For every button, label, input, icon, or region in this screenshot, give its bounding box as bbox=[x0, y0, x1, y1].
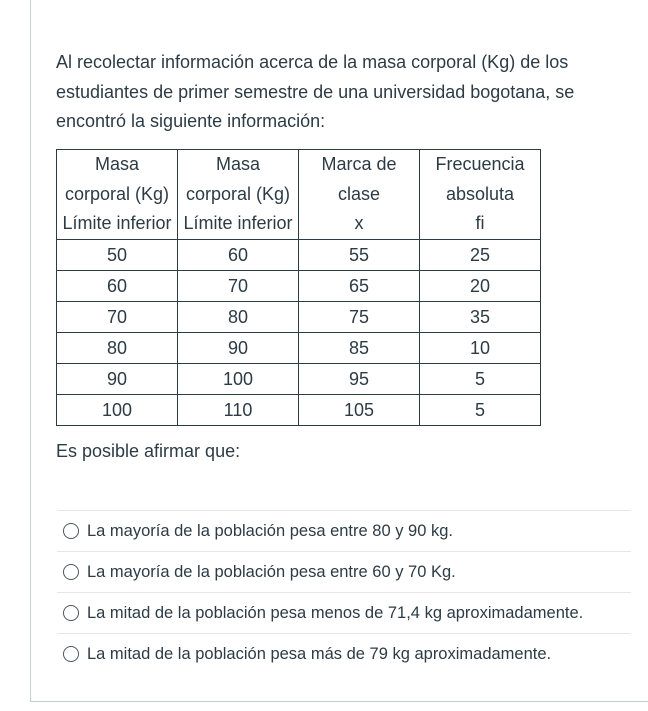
answer-label: La mayoría de la población pesa entre 80 y 90 kg. bbox=[87, 521, 453, 540]
answer-option-2[interactable] bbox=[57, 551, 631, 592]
table-row bbox=[57, 332, 541, 363]
header-line: Masa bbox=[215, 154, 260, 174]
header-line: x bbox=[354, 213, 364, 233]
header-line: absoluta bbox=[445, 183, 515, 204]
table-cell: 95 bbox=[299, 363, 420, 394]
table-cell: 80 bbox=[178, 301, 299, 332]
radio-button[interactable] bbox=[63, 564, 79, 580]
header-cell bbox=[420, 150, 541, 240]
table-cell: 100 bbox=[178, 363, 299, 394]
table-cell: 105 bbox=[299, 394, 420, 425]
answer-list bbox=[57, 510, 631, 674]
header-cell bbox=[57, 150, 178, 240]
header-cell bbox=[299, 150, 420, 240]
frequency-table bbox=[56, 149, 541, 426]
table-cell: 90 bbox=[178, 332, 299, 363]
table-row bbox=[57, 270, 541, 301]
header-line: Límite inferior bbox=[183, 213, 293, 233]
table-cell: 50 bbox=[57, 239, 178, 270]
answer-label: La mayoría de la población pesa entre 60 y 70 Kg. bbox=[87, 562, 456, 581]
table-header-row bbox=[57, 150, 541, 240]
answer-option-1[interactable] bbox=[57, 510, 631, 551]
header-line: clase bbox=[337, 183, 381, 204]
table-cell: 90 bbox=[57, 363, 178, 394]
table-cell: 5 bbox=[420, 394, 541, 425]
table-cell: 5 bbox=[420, 363, 541, 394]
table-cell: 65 bbox=[299, 270, 420, 301]
radio-button[interactable] bbox=[63, 605, 79, 621]
table-cell: 80 bbox=[57, 332, 178, 363]
header-line: corporal (Kg) bbox=[64, 183, 170, 204]
table-cell: 85 bbox=[299, 332, 420, 363]
radio-button[interactable] bbox=[63, 523, 79, 539]
header-line: Límite inferior bbox=[62, 213, 172, 233]
table-row bbox=[57, 301, 541, 332]
header-line: Masa bbox=[94, 154, 139, 174]
table-cell: 75 bbox=[299, 301, 420, 332]
table-cell: 70 bbox=[178, 270, 299, 301]
header-line: corporal (Kg) bbox=[185, 183, 291, 204]
table-cell: 110 bbox=[178, 394, 299, 425]
table-cell: 100 bbox=[57, 394, 178, 425]
question-card bbox=[30, 0, 648, 702]
table-cell: 25 bbox=[420, 239, 541, 270]
table-row bbox=[57, 239, 541, 270]
table-row bbox=[57, 394, 541, 425]
header-line: Marca de bbox=[321, 154, 397, 174]
table-cell: 10 bbox=[420, 332, 541, 363]
table-cell: 60 bbox=[178, 239, 299, 270]
table-cell: 20 bbox=[420, 270, 541, 301]
table-cell: 60 bbox=[57, 270, 178, 301]
answer-label: La mitad de la población pesa menos de 71,4 kg aproximadamente. bbox=[87, 603, 584, 622]
header-line: Frecuencia bbox=[435, 154, 525, 174]
table-cell: 70 bbox=[57, 301, 178, 332]
table-cell: 55 bbox=[299, 239, 420, 270]
header-cell bbox=[178, 150, 299, 240]
question-text: Al recolectar información acerca de la masa corporal (Kg) de los estudiantes de primer semestre de una universidad bogotana, se encontró la siguiente información: bbox=[56, 52, 575, 131]
answer-option-3[interactable] bbox=[57, 592, 631, 633]
radio-button[interactable] bbox=[63, 646, 79, 662]
table-cell: 35 bbox=[420, 301, 541, 332]
question-prompt: Es posible afirmar que: bbox=[56, 441, 241, 461]
answer-label: La mitad de la población pesa más de 79 kg aproximadamente. bbox=[87, 644, 552, 663]
table-row bbox=[57, 363, 541, 394]
header-line: fi bbox=[475, 213, 485, 233]
answer-option-4[interactable] bbox=[57, 633, 631, 674]
